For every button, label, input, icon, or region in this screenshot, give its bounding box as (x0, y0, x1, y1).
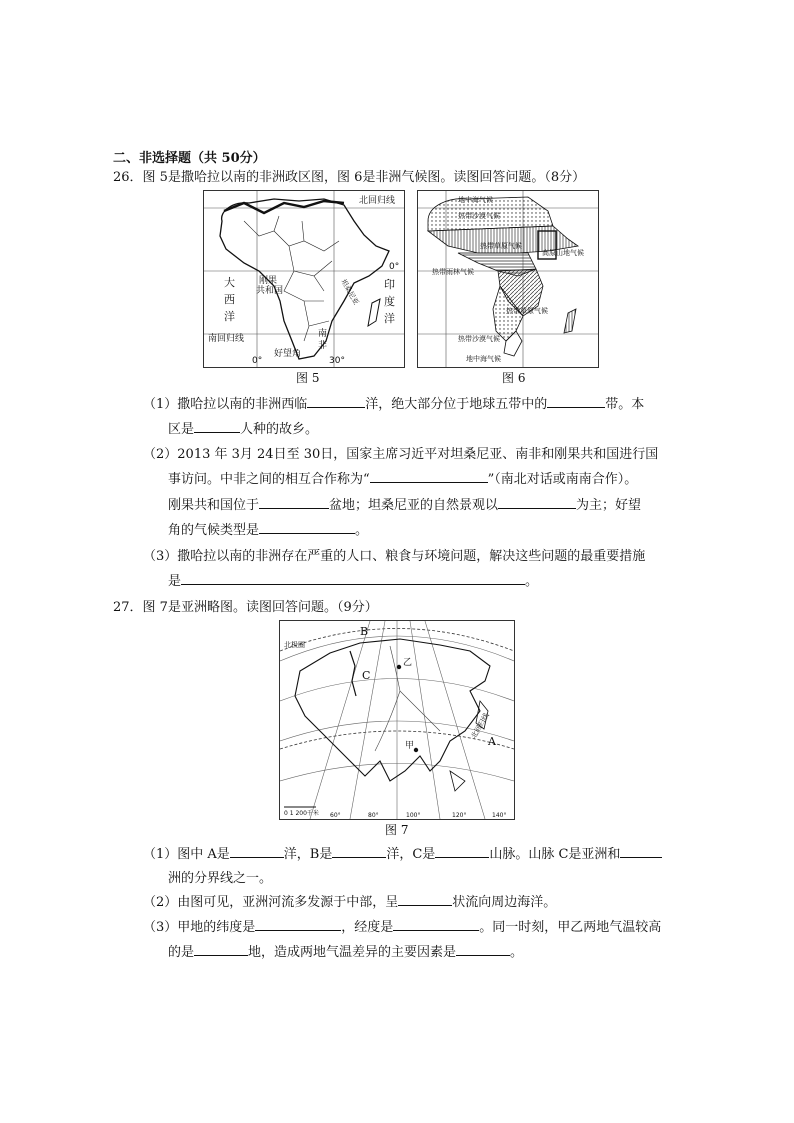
q26-p2-blank-climate[interactable] (259, 521, 355, 534)
q27-p2-text-b: 状流向周边海洋。 (452, 895, 557, 910)
fig5-equator-label: 0° (389, 262, 400, 272)
fig7-point-yi: 乙 (403, 658, 413, 668)
q26-p1-text-d: 区是 (168, 422, 195, 437)
q26-part3-line2 (168, 570, 538, 589)
q27-p1-blank-C[interactable] (435, 845, 489, 858)
q26-part2-line1: （2）2013 年 3月 24日至 30日，国家主席习近平对坦桑尼亚、南非和刚果共和国进行国 (143, 447, 659, 462)
q26-p1-text-e: 人种的故乡。 (240, 422, 319, 437)
q26-p3-text-c: 。 (525, 574, 539, 589)
fig5-tropic-north-label: 北回归线 (359, 196, 396, 206)
q26-p1-text-a: （1）撒哈拉以南的非洲西临 (143, 397, 308, 412)
question-26-stem: 26．图 5是撒哈拉以南的非洲政区图，图 6是非洲气候图。读图回答问题。（8分） (113, 170, 586, 185)
q27-part1-line2: 洲的分界线之一。 (168, 871, 273, 886)
q27-p3-blank-factor[interactable] (456, 943, 510, 956)
q26-p2-blank-landscape[interactable] (498, 496, 576, 509)
figure-7-asia-map (279, 620, 515, 820)
q27-p3-blank-place[interactable] (194, 943, 248, 956)
q26-p2-text-c: ”（南北对话或南南合作）。 (487, 472, 638, 487)
fig6-desert-s-label: 热带沙漠气候 (458, 335, 500, 343)
fig5-south-africa-1: 南 (318, 329, 328, 339)
q26-p1-blank-zone[interactable] (547, 395, 605, 408)
q27-p1-text-c: 洋，C是 (386, 847, 436, 862)
fig7-lon120-label: 120° (452, 812, 467, 819)
q26-p3-text-b: 是 (168, 574, 182, 589)
fig5-atlantic-1: 大 (224, 276, 235, 289)
q26-p2-text-d: 刚果共和国位于 (168, 498, 260, 513)
fig7-lon140-label: 140° (492, 812, 507, 819)
q27-p3-text-e: 地，造成两地气温差异的主要因素是 (248, 945, 457, 960)
q27-part1-line1 (143, 843, 662, 862)
q27-p3-text-f: 。 (510, 945, 524, 960)
fig7-scale-label: 0 1 200千米 (284, 810, 319, 817)
fig6-savanna-n-label: 热带草原气候 (480, 242, 522, 250)
q26-p1-text-c: 带。本 (605, 397, 645, 412)
q26-p1-blank-ocean[interactable] (307, 395, 365, 408)
fig5-indian-1: 印 (384, 278, 395, 291)
q27-p1-text-d: 山脉。山脉 C是亚洲和 (489, 847, 621, 862)
fig6-med-s-label: 地中海气候 (466, 355, 501, 363)
fig6-rainforest-label: 热带雨林气候 (432, 268, 474, 276)
q27-part2-line1 (143, 891, 556, 910)
fig7-tropic-label: 北回归线 (469, 711, 491, 740)
fig7-point-jia: 甲 (405, 741, 415, 751)
figure-5-africa-political-map (203, 190, 405, 368)
fig5-lon0-label: 0° (252, 356, 263, 366)
figure-7-caption: 图 7 (385, 823, 409, 837)
q26-part2-line3 (168, 494, 641, 513)
q26-part1-line1 (143, 393, 644, 412)
figure-6-africa-climate-map (417, 190, 599, 368)
fig7-lon100-label: 100° (406, 812, 421, 819)
q26-part3-line1: （3）撒哈拉以南的非洲存在严重的人口、粮食与环境问题，解决这些问题的最重要措施 (143, 549, 646, 564)
fig5-atlantic-3: 洋 (224, 310, 235, 323)
q27-p1-text-b: 洋，B是 (283, 847, 333, 862)
fig6-desert-n-label: 热带沙漠气候 (458, 212, 500, 220)
fig6-highland-label: 高原山地气候 (542, 249, 584, 257)
fig7-lon80-label: 80° (368, 812, 379, 819)
q26-p2-text-h: 。 (355, 523, 369, 538)
q26-part2-line2 (168, 468, 637, 487)
figure-6-caption: 图 6 (502, 371, 526, 385)
q27-p1-blank-B[interactable] (332, 845, 386, 858)
q26-p2-text-g: 角的气候类型是 (168, 523, 260, 538)
q27-p1-blank-A[interactable] (230, 845, 284, 858)
fig5-south-africa-2: 非 (318, 341, 328, 351)
q27-p3-blank-longitude[interactable] (393, 918, 479, 931)
fig5-indian-2: 度 (384, 295, 395, 308)
q27-p3-text-c: 。同一时刻，甲乙两地气温较高 (479, 920, 662, 935)
q27-part3-line1 (143, 916, 661, 935)
q26-p2-text-e: 盆地；坦桑尼亚的自然景观以 (329, 498, 499, 513)
fig5-lon30-label: 30° (329, 356, 345, 366)
fig5-congo-2: 共和国 (256, 286, 284, 296)
q26-p1-blank-race[interactable] (194, 420, 240, 433)
q27-p3-text-a: （3）甲地的纬度是 (143, 920, 256, 935)
fig7-lon60-label: 60° (330, 812, 341, 819)
fig5-atlantic-2: 西 (224, 293, 235, 306)
q26-p2-blank-cooperation[interactable] (370, 470, 488, 483)
q27-p3-blank-latitude[interactable] (255, 918, 341, 931)
q26-part2-line4 (168, 519, 368, 538)
africa-outline (220, 199, 389, 359)
q27-p2-blank-pattern[interactable] (398, 893, 452, 906)
q26-p2-blank-basin[interactable] (259, 496, 329, 509)
figure-5-caption: 图 5 (296, 371, 320, 385)
fig5-tanzania-label: 坦桑尼亚 (339, 278, 361, 307)
q27-p1-blank-continent[interactable] (620, 845, 662, 858)
q27-p3-text-d: 的是 (168, 945, 195, 960)
q26-p2-text-f: 为主；好望 (576, 498, 642, 513)
q26-p3-blank-measure[interactable] (181, 572, 525, 585)
fig7-point-B: B (360, 625, 369, 638)
fig7-point-A: A (488, 735, 496, 748)
fig5-congo-1: 刚果 (259, 276, 278, 286)
fig5-tropic-south-label: 南回归线 (208, 334, 245, 344)
section-title: 二、非选择题（共 50分） (113, 151, 266, 166)
fig7-point-C: C (362, 669, 371, 682)
q27-p1-text-a: （1）图中 A是 (143, 847, 230, 862)
q26-p1-text-b: 洋，绝大部分位于地球五带中的 (365, 397, 548, 412)
question-27-stem: 27．图 7是亚洲略图。读图回答问题。（9分） (113, 600, 378, 615)
fig6-med-n-label: 地中海气候 (458, 196, 493, 204)
q27-part3-line2 (168, 941, 523, 960)
q26-part1-line2 (168, 418, 318, 437)
fig7-arctic-label: 北极圈 (284, 641, 305, 649)
q26-p2-text-b: 事访问。中非之间的相互合作称为“ (168, 472, 370, 487)
fig5-good-hope-label: 好望角 (274, 349, 302, 359)
q27-p2-text-a: （2）由图可见，亚洲河流多发源于中部，呈 (143, 895, 399, 910)
q27-p3-text-b: ，经度是 (341, 920, 394, 935)
fig5-indian-3: 洋 (384, 312, 395, 325)
fig6-savanna-s-label: 热带草原气候 (506, 307, 548, 315)
